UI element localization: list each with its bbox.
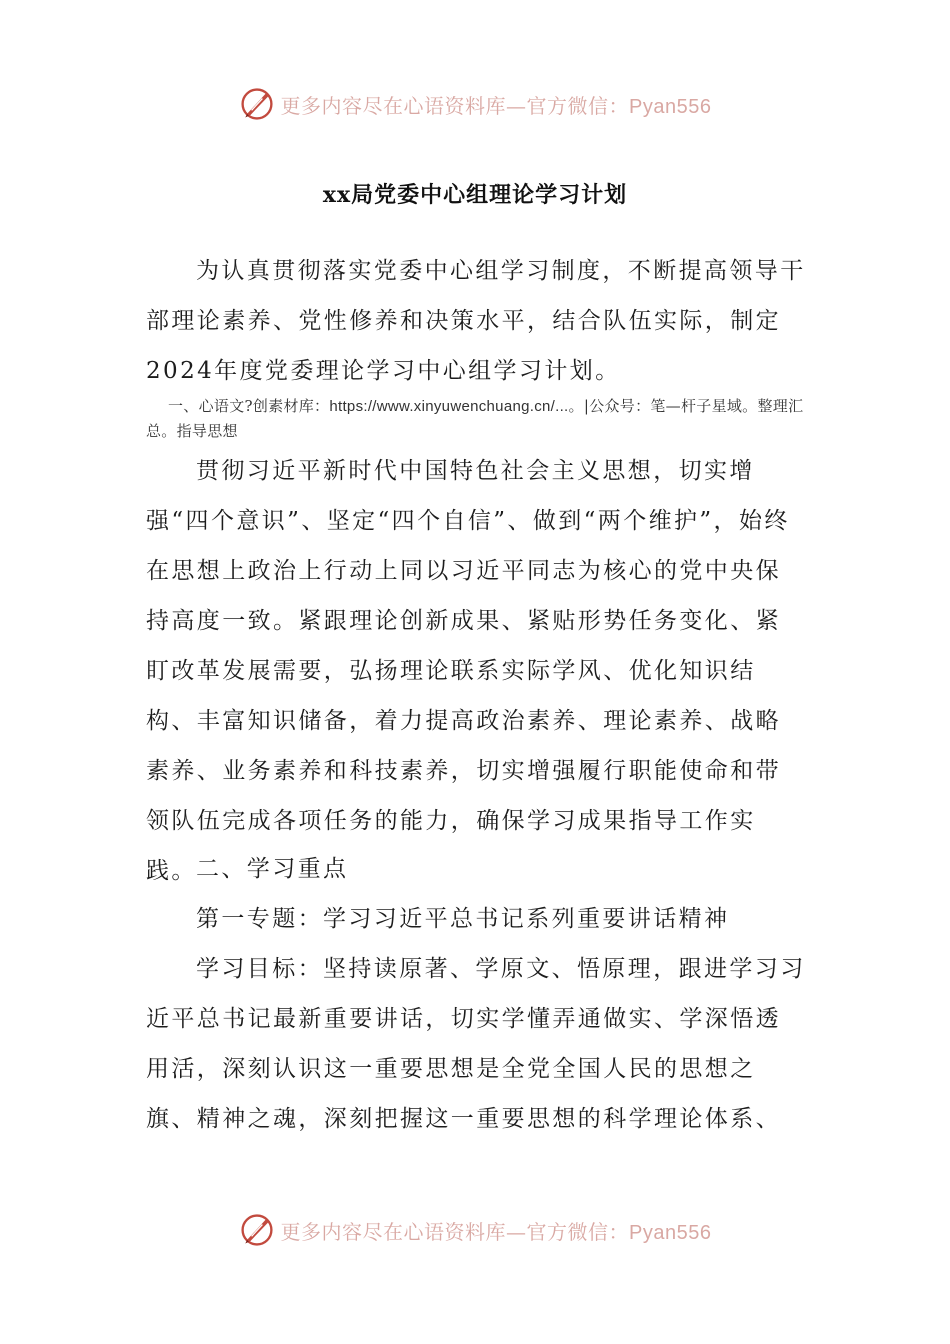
- quill-pen-logo-icon: [239, 1212, 275, 1248]
- topic1-heading: 第一专题：学习习近平总书记系列重要讲话精神: [196, 906, 730, 932]
- section1-heading: 一、心语文?创素材库：https://www.xinyuwenchuang.cn/...。|公众号：笔—杆子星域。整理汇总。指导思想: [146, 397, 804, 440]
- header-banner: [0, 84, 950, 124]
- footer-banner: [0, 1210, 950, 1250]
- intro-paragraph: 为认真贯彻落实党委中心组学习制度，不断提高领导干部理论素养、党性修养和决策水平，结合队伍实际，制定2024年度党委理论学习中心组学习计划。: [146, 258, 806, 384]
- wechat-id: Pyan556: [629, 1221, 712, 1244]
- section2-heading: 二、学习重点: [196, 856, 349, 882]
- banner-text: 更多内容尽在心语资料库—官方微信：Pyan556: [280, 93, 712, 118]
- quill-pen-logo-icon: [239, 86, 275, 122]
- source-url: https://www.xinyuwenchuang.cn/...: [329, 398, 569, 415]
- document-title: xx局党委中心组理论学习计划: [322, 182, 628, 208]
- banner-text: 更多内容尽在心语资料库—官方微信：Pyan556: [280, 1219, 712, 1244]
- topic1-goal-paragraph: 学习目标：坚持读原著、学原文、悟原理，跟进学习习近平总书记最新重要讲话，切实学懂弄通做实、学深悟透用活，深刻认识这一重要思想是全党全国人民的思想之旗、精神之魂，深刻把握这一重要思想的科学理论体系、: [146, 956, 806, 1132]
- guiding-thought-paragraph: 贯彻习近平新时代中国特色社会主义思想，切实增强“四个意识”、坚定“四个自信”、做到“两个维护”，始终在思想上政治上行动上同以习近平同志为核心的党中央保持高度一致。紧跟理论创新成果、紧贴形势任务变化、紧盯改革发展需要，弘扬理论联系实际学风、优化知识结构、丰富知识储备，着力提高政治素养、理论素养、战略素养、业务素养和科技素养，切实增强履行职能使命和带领队伍完成各项任务的能力，确保学习成果指导工作实践。: [146, 458, 790, 884]
- wechat-id: Pyan556: [629, 95, 712, 118]
